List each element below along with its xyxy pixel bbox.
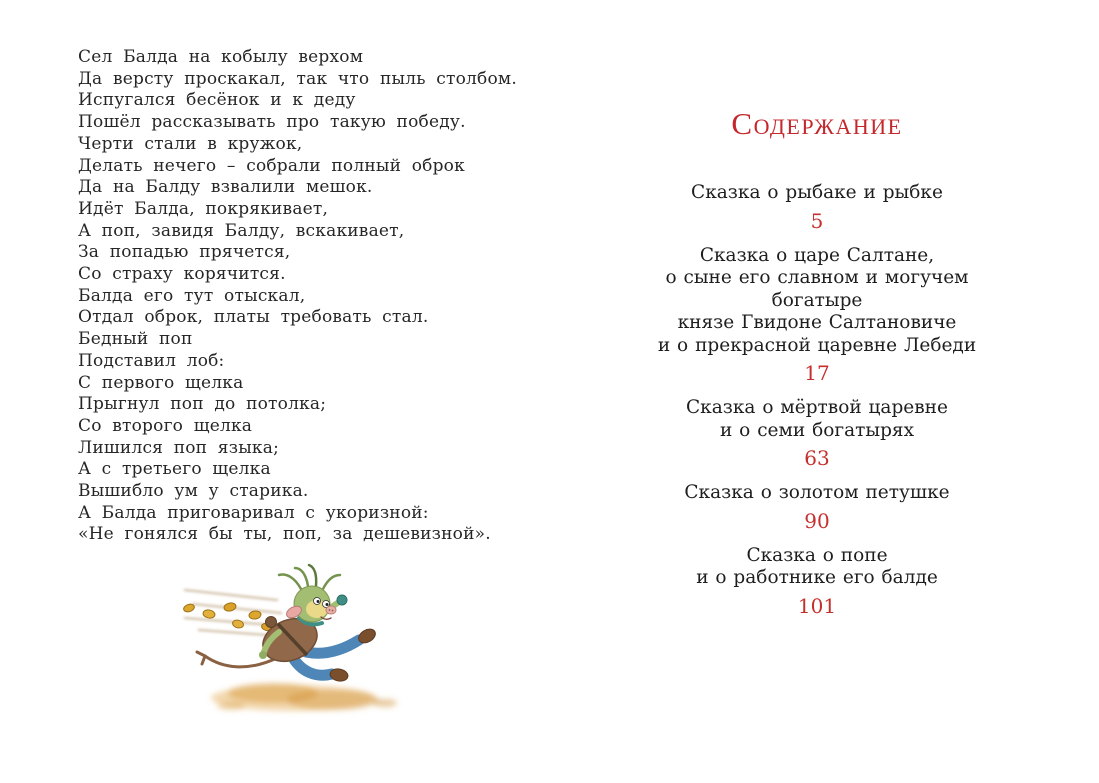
toc-page-number: 5 xyxy=(810,208,824,233)
toc-entry-title-line: Сказка о попе xyxy=(746,544,888,566)
toc-entry xyxy=(622,182,1012,233)
poem-line: Прыгнул поп до потолка; xyxy=(78,394,327,415)
poem-line: Испугался бесёнок и к деду xyxy=(78,90,356,111)
dust-cloud-icon xyxy=(211,683,397,711)
poem-line: Пошёл рассказывать про такую победу. xyxy=(78,112,466,133)
imp-fist xyxy=(259,651,267,659)
toc-entry xyxy=(622,397,1012,470)
poem-line: Отдал оброк, платы требовать стал. xyxy=(78,307,429,328)
imp-illustration xyxy=(175,560,420,725)
toc-entry-title-line: и о прекрасной царевне Лебеди xyxy=(657,334,977,356)
toc-entry-title-line: Сказка о рыбаке и рыбке xyxy=(691,182,943,203)
toc-entry xyxy=(622,482,1012,533)
coins-icon xyxy=(183,602,273,632)
poem-line: С первого щелка xyxy=(78,372,244,393)
toc-page-number: 101 xyxy=(797,593,837,618)
toc-entry-title-line: Сказка о царе Салтане, xyxy=(699,244,935,266)
poem-line: «Не гонялся бы ты, поп, за дешевизной». xyxy=(78,524,491,545)
poem-line: Бедный поп xyxy=(78,329,193,350)
toc-heading: СОДЕРЖАНИЕ xyxy=(731,106,903,141)
poem-text-block xyxy=(78,47,558,546)
poem-line: А поп, завидя Балду, вскакивает, xyxy=(78,220,405,241)
table-of-contents xyxy=(622,106,1012,630)
poem-line: Делать нечего – собрали полный оброк xyxy=(78,155,465,176)
poem-line: Со второго щелка xyxy=(78,415,253,436)
poem-line: Вышибло ум у старика. xyxy=(78,481,309,502)
poem-line: А Балда приговаривал с укоризной: xyxy=(78,502,429,523)
toc-entry-title-line: Сказка о мёртвой царевне xyxy=(686,397,948,418)
imp-head xyxy=(279,565,340,622)
poem-line: Со страху корячится. xyxy=(78,264,286,285)
poem-line: За попадью прячется, xyxy=(78,242,291,263)
poem-line: Черти стали в кружок, xyxy=(78,133,303,154)
toc-entry-title-line: и о работнике его балде xyxy=(696,567,938,588)
poem-line: Сел Балда на кобылу верхом xyxy=(78,47,364,67)
poem-line: Идёт Балда, покрякивает, xyxy=(78,198,329,219)
toc-entry xyxy=(622,245,1012,386)
toc-entry-title-line: Сказка о золотом петушке xyxy=(684,482,950,503)
poem-line: Да версту проскакал, так что пыль столбом. xyxy=(78,68,517,89)
poem-line: А с третьего щелка xyxy=(78,459,271,480)
running-imp-image xyxy=(175,560,420,725)
poem-line: Да на Балду взвалили мешок. xyxy=(78,177,373,198)
toc-entry-title-line: князе Гвидоне Салтановиче xyxy=(677,312,957,333)
toc-entry xyxy=(622,545,1012,618)
poem-line: Балда его тут отыскал, xyxy=(78,285,306,306)
toc-page-number: 63 xyxy=(804,446,830,470)
poem-line: Лишился поп языка; xyxy=(78,437,280,458)
toc-page-number: 17 xyxy=(804,361,830,385)
poem-line: Подставил лоб: xyxy=(78,350,225,371)
toc-entry-title-line: о сыне его славном и могучем богатыре xyxy=(665,267,969,311)
toc-page-number: 90 xyxy=(804,508,830,533)
imp-mitten xyxy=(337,595,347,605)
toc-entry-title-line: и о семи богатырях xyxy=(719,419,915,441)
